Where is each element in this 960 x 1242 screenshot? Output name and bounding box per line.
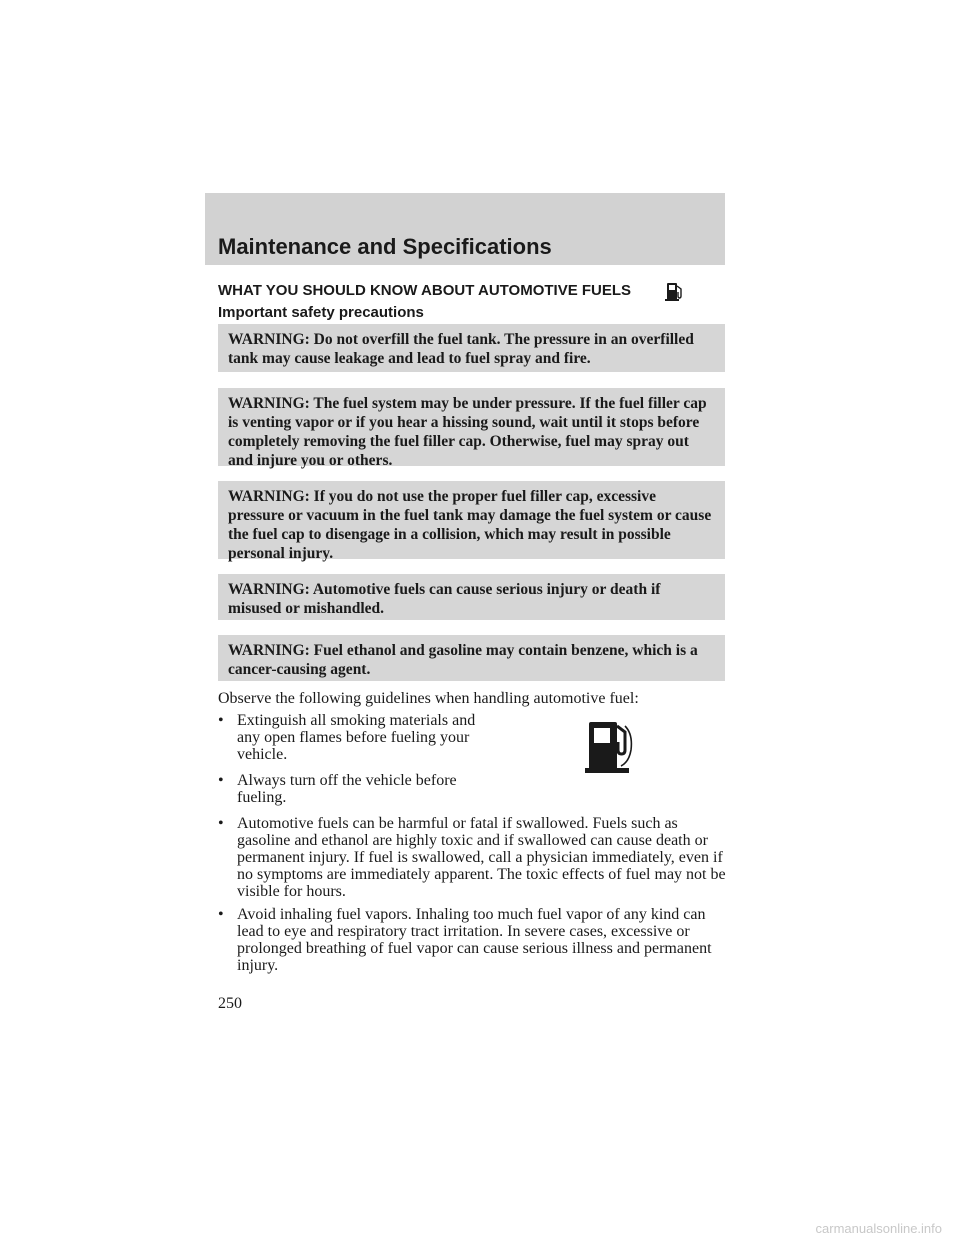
fuel-pump-icon [664, 280, 686, 302]
bullet-text: Avoid inhaling fuel vapors. Inhaling too much fuel vapor of any kind can lead to eye and respiratory tract irritation. In severe cases, excessive or prolonged breathing of fuel vapor can cause serious illness and permanent injury. [237, 906, 712, 974]
warning-box: WARNING: The fuel system may be under pressure. If the fuel filler cap is venting vapor or if you hear a hissing sound, wait until it stops before completely removing the fuel filler cap. Otherwise, fuel may spray out and injure you or others. [218, 388, 725, 466]
intro-text: Observe the following guidelines when handling automotive fuel: [218, 690, 639, 707]
sub-heading: Important safety precautions [218, 304, 424, 321]
page-title: Maintenance and Specifications [218, 234, 552, 259]
watermark-logo [782, 1220, 942, 1236]
bullet-text: Extinguish all smoking materials and any open flames before fueling your vehicle. [237, 712, 476, 763]
bullet-text: Automotive fuels can be harmful or fatal if swallowed. Fuels such as gasoline and ethanol are highly toxic and if swallowed can cause death or permanent injury. If fuel is swallowed, call a physician immediately, even if no symptoms are immediately apparent. The toxic effects of fuel may not be visible for hours. [237, 815, 726, 900]
bullet-marker: • [218, 815, 224, 832]
bullet-marker: • [218, 772, 224, 789]
section-heading: WHAT YOU SHOULD KNOW ABOUT AUTOMOTIVE FUELS [218, 282, 632, 299]
fuel-pump-icon [585, 720, 645, 774]
warning-box: WARNING: Do not overfill the fuel tank. The pressure in an overfilled tank may cause leakage and lead to fuel spray and fire. [218, 324, 725, 372]
bullet-marker: • [218, 906, 224, 923]
bullet-marker: • [218, 712, 224, 729]
warning-box: WARNING: Automotive fuels can cause serious injury or death if misused or mishandled. [218, 574, 725, 620]
warning-box: WARNING: If you do not use the proper fuel filler cap, excessive pressure or vacuum in the fuel tank may damage the fuel system or cause the fuel cap to disengage in a collision, which may result in possible personal injury. [218, 481, 725, 559]
page-number: 250 [218, 995, 242, 1012]
bullet-text: Always turn off the vehicle before fueling. [237, 772, 457, 806]
warning-box: WARNING: Fuel ethanol and gasoline may contain benzene, which is a cancer-causing agent. [218, 635, 725, 681]
watermark-text: carmanualsonline.info [815, 1221, 942, 1236]
